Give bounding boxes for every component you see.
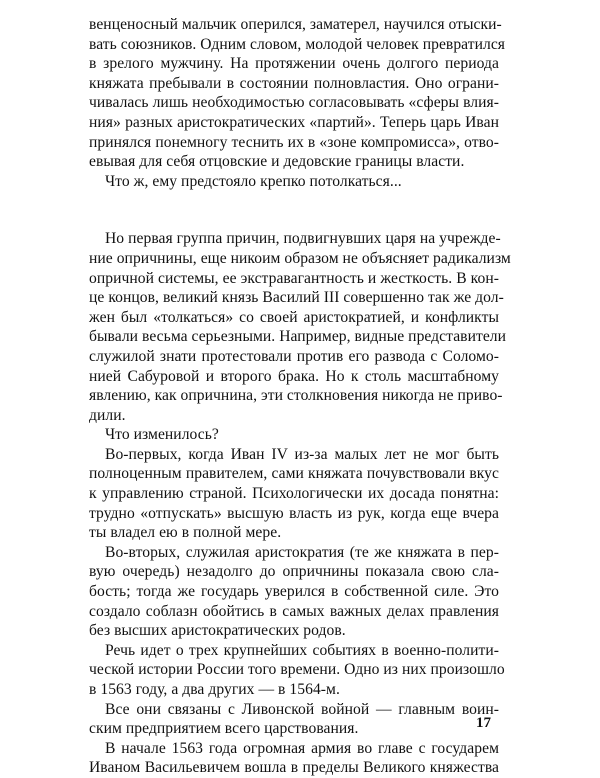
text-line: дили.	[89, 406, 126, 424]
text-line: принялся понемногу теснить их в «зоне компромисса», отво-	[89, 133, 499, 151]
text-line: в зрелого мужчину. На протяжении очень долгого периода	[89, 55, 499, 73]
text-line: вать союзников. Одним словом, молодой человек превратился	[89, 35, 506, 53]
text-line: венценосный мальчик оперился, заматерел, научился отыски-	[89, 16, 502, 33]
text-line: Что изменилось?	[105, 426, 219, 444]
text-line: ским предприятием всего царствования.	[89, 720, 359, 738]
text-line: евывая для себя отцовские и дедовские границы власти.	[89, 153, 465, 171]
text-line: опричной системы, ее экстравагантность и жесткость. В кон-	[89, 269, 499, 287]
book-page	[89, 15, 511, 778]
text-line: бывали весьма серьезными. Например, видные представители	[89, 328, 507, 346]
text-line: жен был «толкаться» со своей аристократией, и конфликты	[89, 308, 499, 326]
paragraph-block-1	[89, 15, 506, 191]
text-line: чивалась лишь необходимостью согласовывать «сферы влия-	[89, 94, 499, 112]
text-line: ческой истории России того времени. Одно из них произошло	[89, 661, 505, 679]
text-line: бость; тогда же государь уверился в собственной силе. Это	[89, 583, 499, 601]
text-line: к управлению страной. Психологически их досада понятна:	[89, 485, 499, 503]
text-line: полноценным правителем, сами княжата почувствовали вкус	[89, 465, 499, 483]
section-gap	[89, 191, 499, 229]
text-line: в 1563 году, а два других — в 1564-м.	[89, 681, 340, 698]
text-line: В начале 1563 года огромная армия во главе с государем	[105, 739, 499, 757]
text-line: явлению, как опричнина, эти столкновения никогда не приво-	[89, 387, 503, 405]
text-line: ты владел ею в полной мере.	[89, 524, 282, 542]
text-line: создало соблазн обойтись в самых важных делах правления	[89, 602, 499, 620]
page-number: 17	[476, 715, 491, 731]
text-line: Все они связаны с Ливонской войной — главным воин-	[105, 700, 499, 718]
text-line: ния» разных аристократических «партий». Теперь царь Иван	[89, 113, 499, 131]
text-line: Во-первых, когда Иван IV из-за малых лет не мог быть	[105, 445, 499, 463]
text-line: служилой знати протестовали против его развода с Соломо-	[89, 347, 499, 365]
text-line: вую очередь) незадолго до опричнины показала свою сла-	[89, 563, 499, 581]
text-line: це концов, великий князь Василий III совершенно так же дол-	[89, 289, 504, 307]
text-line: Что ж, ему предстояло крепко потолкаться...	[105, 172, 402, 190]
text-line: без высших аристократических родов.	[89, 622, 346, 640]
paragraph-block-2	[89, 229, 511, 778]
text-line: Иваном Васильевичем вошла в пределы Великого княжества	[89, 759, 499, 777]
text-line: нией Сабуровой и второго брака. Но к столь масштабному	[89, 367, 499, 385]
text-line: княжата пребывали в состоянии полновластия. Оно ограни-	[89, 74, 499, 92]
text-line: Во-вторых, служилая аристократия (те же княжата в пер-	[105, 543, 499, 561]
text-line: ние опричнины, еще никоим образом не объясняет радикализм	[89, 249, 511, 267]
text-line: Но первая группа причин, подвигнувших царя на учрежде-	[105, 230, 501, 248]
text-line: Речь идет о трех крупнейших событиях в военно-полити-	[105, 641, 499, 659]
text-line: трудно «отпускать» высшую власть из рук, когда еще вчера	[89, 504, 499, 522]
